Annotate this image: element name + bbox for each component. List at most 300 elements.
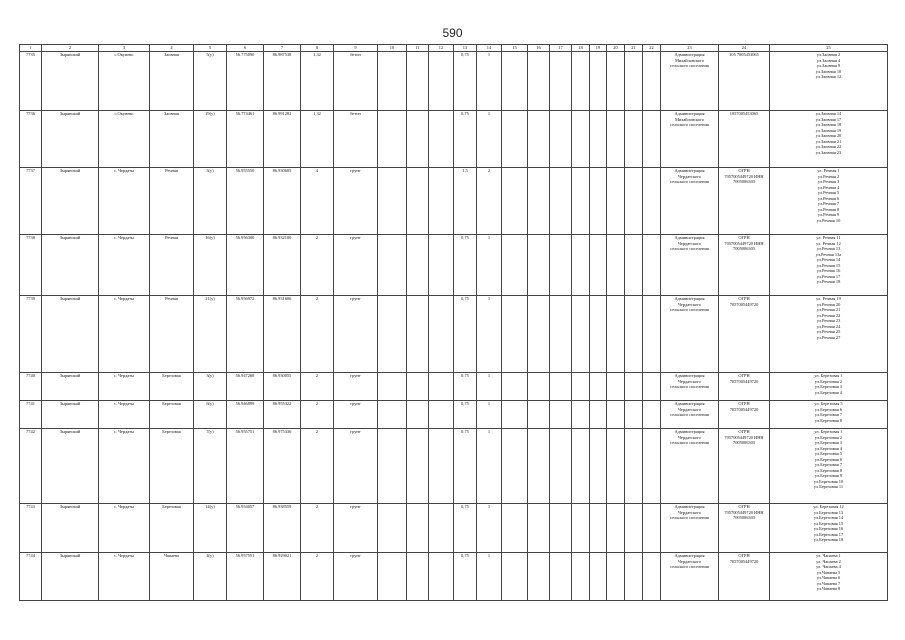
column-header-9: 9 xyxy=(334,45,378,52)
cell-col-1: 7738 xyxy=(20,235,42,296)
cell-line: ул.Березовая 9 xyxy=(814,473,843,478)
cell-col-21 xyxy=(625,52,643,111)
cell-line: ул.Речная 16 xyxy=(816,268,841,273)
cell-col-10 xyxy=(378,168,407,235)
cell-col-2: Зырянский xyxy=(42,52,99,111)
cell-col-12 xyxy=(429,553,454,601)
cell-col-5: 5(у) xyxy=(194,52,227,111)
cell-col-1: 7743 xyxy=(20,504,42,553)
cell-col-20 xyxy=(607,401,625,429)
cell-line: ул.Чапаева 5 xyxy=(816,569,841,575)
cell-col-9: грунт xyxy=(334,235,378,296)
cell-line: Администрация xyxy=(674,296,705,301)
cell-col-20 xyxy=(607,296,625,373)
cell-col-7: 86.987538 xyxy=(264,52,301,111)
cell-col-21 xyxy=(625,504,643,553)
column-header-2: 2 xyxy=(42,45,99,52)
cell-line: ул.Березовая 15 xyxy=(813,520,844,526)
cell-line: ул.Чапаева 8 xyxy=(816,586,841,591)
cell-col-14: 2 xyxy=(477,168,502,235)
cell-col-2: Зырянский xyxy=(42,373,99,401)
cell-col-14: 1 xyxy=(477,429,502,504)
cell-line: ул.Речная 14 xyxy=(816,257,841,262)
cell-col-19 xyxy=(590,373,607,401)
cell-col-13: 0,75 xyxy=(454,52,477,111)
cell-col-25 xyxy=(770,296,888,373)
cell-line: 7057005449720 ИНН xyxy=(724,240,764,246)
cell-line: ул.Заовная 21 xyxy=(815,138,842,144)
cell-col-11 xyxy=(407,296,429,373)
cell-col-17 xyxy=(550,168,572,235)
cell-line: ул.Речная 23 xyxy=(816,318,841,323)
cell-col-13: 0,75 xyxy=(454,429,477,504)
cell-col-5: 19(у) xyxy=(194,111,227,168)
cell-col-9: грунт xyxy=(334,401,378,429)
cell-line: ул.Чапаева 6 xyxy=(816,575,841,580)
cell-col-24 xyxy=(719,296,770,373)
cell-col-17 xyxy=(550,52,572,111)
cell-col-15 xyxy=(502,111,528,168)
cell-col-19 xyxy=(590,504,607,553)
cell-col-11 xyxy=(407,504,429,553)
cell-line: ул.Заовная 4 xyxy=(816,57,841,63)
cell-line: ул. Чапаева 1 xyxy=(816,553,841,558)
cell-col-18 xyxy=(572,373,590,401)
cell-line: ул.Березовая 3 xyxy=(814,384,843,389)
cell-line: ул.Речная 6 xyxy=(817,195,840,201)
cell-line: Чердатского xyxy=(678,240,701,246)
table-row xyxy=(20,111,888,168)
cell-line: ул.Березовая 11 xyxy=(813,484,844,489)
cell-col-19 xyxy=(590,429,607,504)
cell-col-6: 56.956972 xyxy=(227,296,264,373)
cell-col-1: 7744 xyxy=(20,553,42,601)
cell-col-14: 1 xyxy=(477,235,502,296)
cell-col-13: 0,75 xyxy=(454,296,477,373)
cell-col-14: 1 xyxy=(477,52,502,111)
cell-line: Чердатского xyxy=(678,173,701,179)
cell-col-23 xyxy=(661,429,719,504)
cell-line: ул.Заовная 2 xyxy=(816,52,841,57)
cell-col-22 xyxy=(643,168,661,235)
cell-col-25 xyxy=(770,553,888,601)
cell-col-3: с. Чердаты xyxy=(99,373,150,401)
cell-line: ул.Березовая 8 xyxy=(814,467,843,473)
cell-col-14: 1 xyxy=(477,296,502,373)
column-header-4: 4 xyxy=(150,45,194,52)
table-row xyxy=(20,235,888,296)
cell-col-25 xyxy=(770,111,888,168)
cell-col-5: 7(у) xyxy=(194,429,227,504)
cell-line: ОГРН xyxy=(738,235,750,240)
cell-col-24 xyxy=(719,111,770,168)
cell-col-17 xyxy=(550,235,572,296)
cell-line: ул.Речная 27 xyxy=(816,334,841,340)
cell-col-1: 7735 xyxy=(20,52,42,111)
cell-line: ул.Речная 17 xyxy=(816,273,841,279)
cell-col-18 xyxy=(572,235,590,296)
cell-col-6: 56.957551 xyxy=(227,553,264,601)
cell-line: ул.Речная 2 xyxy=(817,173,840,179)
column-header-14: 14 xyxy=(477,45,502,52)
cell-col-7: 86.955322 xyxy=(264,401,301,429)
cell-col-8: 2 xyxy=(301,504,334,553)
cell-col-11 xyxy=(407,429,429,504)
cell-col-8: 1,32 xyxy=(301,52,334,111)
cell-col-18 xyxy=(572,168,590,235)
cell-col-25 xyxy=(770,429,888,504)
cell-col-7: 86.930055 xyxy=(264,373,301,401)
cell-line: сельского поселения xyxy=(670,63,709,68)
cell-line: ОГРН xyxy=(738,373,750,378)
column-header-6: 6 xyxy=(227,45,264,52)
cell-line: ул.Речная 21 xyxy=(816,307,841,312)
cell-line: Чердатского xyxy=(678,558,701,564)
cell-line: ОГРН xyxy=(738,429,750,434)
cell-col-2: Зырянский xyxy=(42,235,99,296)
cell-col-25 xyxy=(770,373,888,401)
cell-line: ул.Березовая 14 xyxy=(813,515,844,520)
cell-line: ул.Речная 25 xyxy=(816,329,841,334)
cell-line: ул. Речная 12 xyxy=(816,240,841,246)
cell-line: ул. Чапаева 4 xyxy=(816,564,841,569)
column-header-5: 5 xyxy=(194,45,227,52)
cell-col-15 xyxy=(502,296,528,373)
cell-line: ул.Речная 24 xyxy=(816,323,841,329)
cell-col-2: Зырянский xyxy=(42,504,99,553)
cell-col-21 xyxy=(625,553,643,601)
cell-line: сельского поселения xyxy=(670,412,709,417)
cell-col-2: Зырянский xyxy=(42,296,99,373)
cell-col-16 xyxy=(528,168,550,235)
cell-col-14: 1 xyxy=(477,111,502,168)
cell-col-7: 86.930605 xyxy=(264,168,301,235)
cell-col-15 xyxy=(502,429,528,504)
cell-line: ул.Речная 3 xyxy=(817,179,840,184)
cell-col-19 xyxy=(590,553,607,601)
cell-col-19 xyxy=(590,235,607,296)
cell-line: ул.Заовная 12 xyxy=(815,74,842,79)
cell-col-20 xyxy=(607,504,625,553)
column-header-10: 10 xyxy=(378,45,407,52)
cell-col-18 xyxy=(572,553,590,601)
cell-col-19 xyxy=(590,296,607,373)
cell-line: сельского поселения xyxy=(670,564,709,569)
cell-line: Администрация xyxy=(674,235,705,240)
cell-col-14: 1 xyxy=(477,553,502,601)
cell-col-22 xyxy=(643,504,661,553)
cell-col-8: 2 xyxy=(301,553,334,601)
cell-col-8: 1,32 xyxy=(301,111,334,168)
cell-col-11 xyxy=(407,52,429,111)
cell-col-24 xyxy=(719,553,770,601)
cell-col-23 xyxy=(661,235,719,296)
cell-line: ул.Заовная 10 xyxy=(815,68,842,74)
cell-col-24 xyxy=(719,235,770,296)
cell-col-8: 2 xyxy=(301,429,334,504)
cell-col-9: грунт xyxy=(334,168,378,235)
cell-col-16 xyxy=(528,401,550,429)
cell-col-24 xyxy=(719,168,770,235)
cell-line: ул.Речная 9 xyxy=(817,212,840,217)
cell-col-4: Заовная xyxy=(150,52,194,111)
cell-col-20 xyxy=(607,235,625,296)
column-header-12: 12 xyxy=(429,45,454,52)
cell-col-9: грунт xyxy=(334,296,378,373)
cell-col-7: 86.929021 xyxy=(264,553,301,601)
column-header-20: 20 xyxy=(607,45,625,52)
cell-col-15 xyxy=(502,168,528,235)
cell-line: 7057005449720 xyxy=(729,378,759,384)
cell-col-20 xyxy=(607,52,625,111)
cell-line: Администрация xyxy=(674,168,705,173)
registry-table xyxy=(19,44,888,601)
cell-col-13: 0,75 xyxy=(454,111,477,168)
cell-col-12 xyxy=(429,168,454,235)
cell-col-9: грунт xyxy=(334,429,378,504)
column-header-25: 25 xyxy=(770,45,888,52)
cell-col-22 xyxy=(643,401,661,429)
cell-line: ул. Березовая 1 xyxy=(814,373,843,378)
column-header-17: 17 xyxy=(550,45,572,52)
cell-line: ул.Березовая 6 xyxy=(814,456,843,462)
cell-col-5: 3(у) xyxy=(194,373,227,401)
cell-col-4: Березовая xyxy=(150,401,194,429)
cell-col-9: грунт xyxy=(334,553,378,601)
cell-col-12 xyxy=(429,401,454,429)
cell-line: ул.Березовая 16 xyxy=(813,526,844,531)
cell-col-3: с. Чердаты xyxy=(99,429,150,504)
cell-col-11 xyxy=(407,235,429,296)
column-header-7: 7 xyxy=(264,45,301,52)
cell-col-23 xyxy=(661,504,719,553)
cell-col-25 xyxy=(770,401,888,429)
cell-line: ул.Березовая 8 xyxy=(814,417,843,423)
cell-col-23 xyxy=(661,296,719,373)
cell-line: ул. Березовая 5 xyxy=(814,401,843,406)
cell-col-1: 7740 xyxy=(20,373,42,401)
cell-line: ул.Березовая 7 xyxy=(814,412,843,417)
column-header-3: 3 xyxy=(99,45,150,52)
cell-col-2: Зырянский xyxy=(42,111,99,168)
cell-col-20 xyxy=(607,553,625,601)
table-row xyxy=(20,373,888,401)
cell-col-23 xyxy=(661,52,719,111)
cell-col-20 xyxy=(607,111,625,168)
cell-col-10 xyxy=(378,373,407,401)
cell-col-19 xyxy=(590,401,607,429)
cell-col-7: 86.931606 xyxy=(264,296,301,373)
cell-line: Администрация xyxy=(674,111,705,116)
cell-col-16 xyxy=(528,504,550,553)
cell-col-21 xyxy=(625,429,643,504)
cell-col-25 xyxy=(770,235,888,296)
cell-col-12 xyxy=(429,504,454,553)
cell-line: ул.Речная 10 xyxy=(816,217,841,223)
cell-line: ул.Заовная 19 xyxy=(815,127,842,133)
cell-col-1: 7736 xyxy=(20,111,42,168)
cell-col-13: 1,5 xyxy=(454,168,477,235)
cell-col-13: 0,75 xyxy=(454,401,477,429)
cell-line: ОГРН xyxy=(738,168,750,173)
cell-col-12 xyxy=(429,52,454,111)
cell-line: ул. Речная 1 xyxy=(817,168,840,173)
cell-col-7: 86.991282 xyxy=(264,111,301,168)
cell-line: 7005006303 xyxy=(733,246,755,251)
cell-line: Администрация xyxy=(674,401,705,406)
cell-line: сельского поселения xyxy=(670,384,709,389)
cell-col-23 xyxy=(661,373,719,401)
cell-col-24 xyxy=(719,429,770,504)
cell-col-25 xyxy=(770,504,888,553)
cell-col-15 xyxy=(502,235,528,296)
column-header-24: 24 xyxy=(719,45,770,52)
cell-line: ул.Березовая 3 xyxy=(814,440,843,445)
cell-line: Михайловского xyxy=(674,57,705,63)
cell-line: сельского поселения xyxy=(670,179,709,184)
cell-line: сельского поселения xyxy=(670,122,709,127)
cell-col-16 xyxy=(528,52,550,111)
cell-line: ул.Заовная 17 xyxy=(815,116,842,122)
cell-col-3: с. Чердаты xyxy=(99,401,150,429)
cell-col-13: 0,75 xyxy=(454,373,477,401)
cell-col-20 xyxy=(607,429,625,504)
cell-col-6: 56.947268 xyxy=(227,373,264,401)
cell-line: ул.Заовная 18 xyxy=(815,122,842,127)
column-header-19: 19 xyxy=(590,45,607,52)
cell-line: сельского поселения xyxy=(670,246,709,251)
cell-col-2: Зырянский xyxy=(42,168,99,235)
cell-col-5: 16(у) xyxy=(194,235,227,296)
cell-line: ул.Заовная 22 xyxy=(815,144,842,149)
cell-line: ул.Речная 15 xyxy=(816,262,841,268)
cell-line: ОГРН xyxy=(738,504,750,509)
cell-col-11 xyxy=(407,553,429,601)
cell-line: 7057005449720 xyxy=(729,558,759,564)
cell-col-15 xyxy=(502,52,528,111)
cell-col-4: Речная xyxy=(150,168,194,235)
cell-col-4: Речная xyxy=(150,235,194,296)
cell-line: 7057005449720 xyxy=(729,301,759,307)
column-header-1: 1 xyxy=(20,45,42,52)
cell-col-22 xyxy=(643,296,661,373)
cell-col-23 xyxy=(661,553,719,601)
cell-col-3: с. Чердаты xyxy=(99,504,150,553)
cell-line: 1057005453065 xyxy=(729,111,759,116)
cell-col-18 xyxy=(572,52,590,111)
cell-col-19 xyxy=(590,52,607,111)
cell-col-12 xyxy=(429,373,454,401)
cell-line: Чердатского xyxy=(678,301,701,307)
table-row xyxy=(20,429,888,504)
cell-col-21 xyxy=(625,235,643,296)
cell-col-15 xyxy=(502,553,528,601)
cell-col-22 xyxy=(643,553,661,601)
cell-col-18 xyxy=(572,429,590,504)
cell-line: ОГРН xyxy=(738,553,750,558)
cell-col-6: 56.955751 xyxy=(227,429,264,504)
cell-line: сельского поселения xyxy=(670,307,709,312)
cell-col-12 xyxy=(429,429,454,504)
cell-col-22 xyxy=(643,52,661,111)
cell-col-19 xyxy=(590,111,607,168)
cell-col-24 xyxy=(719,504,770,553)
cell-col-4: Березовая xyxy=(150,429,194,504)
cell-col-25 xyxy=(770,168,888,235)
cell-col-15 xyxy=(502,504,528,553)
cell-line: ул.Заовная 14 xyxy=(815,111,842,116)
cell-line: ул.Березовая 5 xyxy=(814,451,843,456)
cell-line: ул.Березовая 2 xyxy=(814,434,843,440)
cell-line: ул. Березовая 12 xyxy=(813,504,844,509)
cell-col-9: бетон xyxy=(334,111,378,168)
cell-line: 7057005449720 ИНН xyxy=(724,173,764,179)
cell-col-17 xyxy=(550,373,572,401)
cell-col-16 xyxy=(528,111,550,168)
cell-line: ул.Заовная 9 xyxy=(816,63,841,68)
cell-col-21 xyxy=(625,296,643,373)
cell-col-18 xyxy=(572,401,590,429)
cell-col-10 xyxy=(378,429,407,504)
cell-col-5: 21(у) xyxy=(194,296,227,373)
cell-line: Михайловского xyxy=(674,116,705,122)
cell-col-16 xyxy=(528,296,550,373)
cell-line: ул.Заовная 23 xyxy=(815,149,842,155)
cell-line: ул.Березовая 4 xyxy=(814,389,843,395)
cell-col-2: Зырянский xyxy=(42,401,99,429)
cell-col-22 xyxy=(643,235,661,296)
cell-line: Администрация xyxy=(674,373,705,378)
cell-line: ул.Березовая 6 xyxy=(814,406,843,412)
cell-col-5: 14(у) xyxy=(194,504,227,553)
cell-line: Чердатского xyxy=(678,378,701,384)
cell-line: сельского поселения xyxy=(670,440,709,445)
cell-line: ул.Березовая 4 xyxy=(814,445,843,451)
column-header-18: 18 xyxy=(572,45,590,52)
cell-col-10 xyxy=(378,52,407,111)
column-header-16: 16 xyxy=(528,45,550,52)
cell-col-2: Зырянский xyxy=(42,553,99,601)
cell-col-4: Березовая xyxy=(150,373,194,401)
cell-col-3: с. Чердаты xyxy=(99,296,150,373)
cell-col-4: Чапаева xyxy=(150,553,194,601)
cell-line: Чердатского xyxy=(678,509,701,515)
cell-line: сельского поселения xyxy=(670,515,709,520)
cell-line: ул. Речная 11 xyxy=(816,235,841,240)
cell-col-5: 3(у) xyxy=(194,168,227,235)
cell-col-3: с. Чердаты xyxy=(99,553,150,601)
cell-line: Администрация xyxy=(674,553,705,558)
cell-line: Администрация xyxy=(674,504,705,509)
cell-col-1: 7742 xyxy=(20,429,42,504)
table-row xyxy=(20,504,888,553)
cell-col-18 xyxy=(572,111,590,168)
cell-col-5: 4(у) xyxy=(194,553,227,601)
cell-col-8: 2 xyxy=(301,373,334,401)
cell-col-19 xyxy=(590,168,607,235)
cell-line: ул.Речная 13а xyxy=(815,251,842,257)
cell-line: 7005006303 xyxy=(733,440,755,445)
cell-line: ул.Речная 20 xyxy=(816,301,841,307)
cell-line: ул.Речная 22 xyxy=(816,312,841,318)
cell-col-18 xyxy=(572,504,590,553)
cell-col-14: 1 xyxy=(477,504,502,553)
cell-col-10 xyxy=(378,553,407,601)
table-row xyxy=(20,401,888,429)
cell-col-6: 56.954057 xyxy=(227,504,264,553)
cell-col-24 xyxy=(719,373,770,401)
cell-col-21 xyxy=(625,373,643,401)
